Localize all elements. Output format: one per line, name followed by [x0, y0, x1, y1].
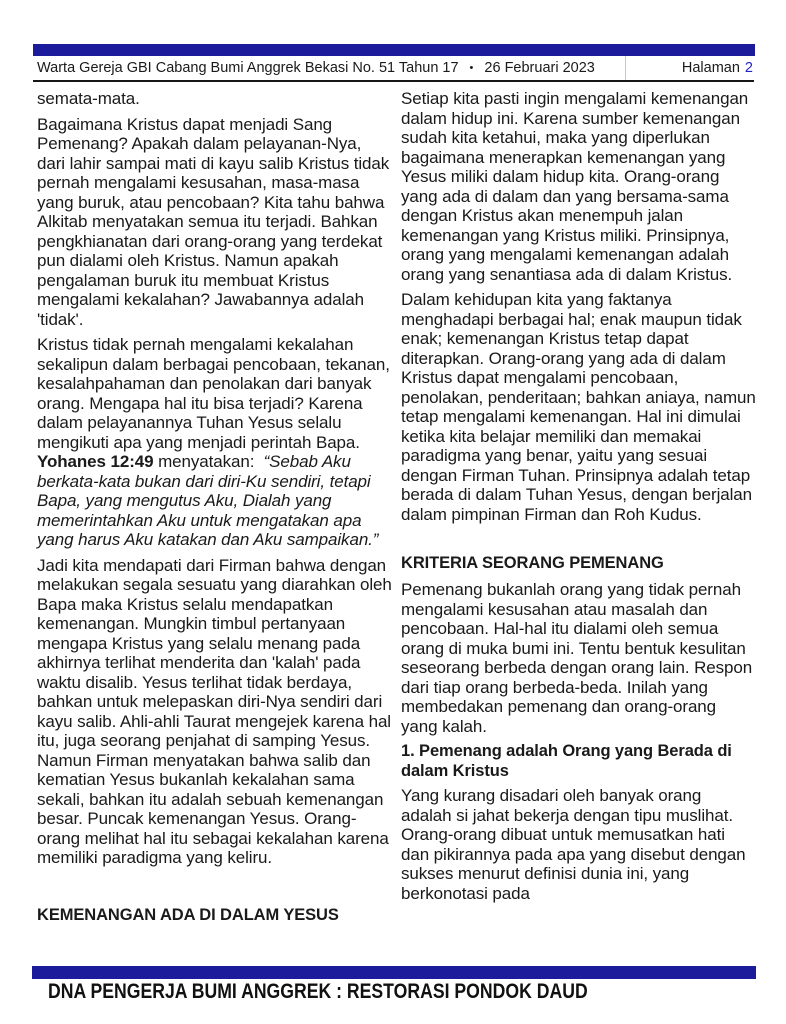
verse-quote: “Sebab Aku berkata-kata bukan dari diri-Ku sendiri, tetapi Bapa, yang mengutus Aku, Dialah yang memerintahkan Aku untuk mengatakan apa yang harus Aku katakan dan Aku sampaikan.” [37, 452, 379, 549]
left-column [37, 89, 392, 925]
sub-heading-point-1: 1. Pemenang adalah Orang yang Berada di dalam Kristus [401, 742, 732, 780]
page-label: Halaman [681, 60, 740, 76]
section-heading-kriteria: KRITERIA SEORANG PEMENANG [401, 554, 664, 572]
paragraph: Jadi kita mendapati dari Firman bahwa dengan melakukan segala sesuatu yang diarahkan oleh Bapa maka Kristus selalu mendapatkan kemenangan. Mungkin timbul pertanyaan mengapa Kristus yang selalu menang pada akhirnya terlihat menderita dan 'kalah' pada waktu disalib. Yesus terlihat tidak berdaya, bahkan untuk melepaskan diri-Nya sendiri dari kayu salib. Ahli-ahli Taurat mengejek karena hal itu, juga seorang penjahat di samping Yesus. Namun Firman menyatakan bahwa salib dan kematian Yesus bukanlah kekalahan sama sekali, bahkan itu adalah sebuah kemenangan besar. Puncak kemenangan Yesus. Orang-orang melihat hal itu sebagai kekalahan karena memiliki paradigma yang keliru. [37, 555, 392, 867]
article-body [37, 89, 756, 925]
header [33, 56, 755, 80]
paragraph: Yang kurang disadari oleh banyak orang adalah si jahat bekerja dengan tipu muslihat. Orang-orang dibuat untuk memusatkan hati dan pikirannya pada apa yang disebut dengan sukses menurut definisi dunia ini, yang berkonotasi pada [401, 786, 746, 903]
paragraph: Setiap kita pasti ingin mengalami kemenangan dalam hidup ini. Karena sumber kemenangan sudah kita ketahui, maka yang diperlukan bagaimana menerapkan kemenangan yang Yesus miliki dalam hidup kita. Orang-orang yang ada di dalam dan yang bersama-sama dengan Kristus akan menempuh jalan kemenangan yang Kristus miliki. Prinsipnya, orang yang mengalami kemenangan adalah orang yang senantiasa ada di dalam Kristus. [401, 89, 749, 284]
paragraph: Bagaimana Kristus dapat menjadi Sang Pemenang? Apakah dalam pelayanan-Nya, dari lahir sampai mati di kayu salib Kristus tidak pernah mengalami kesusahan, masa-masa yang buruk, atau pencobaan? Kita tahu bahwa Alkitab menyatakan semua itu terjadi. Bahkan pengkhianatan dari orang-orang yang terdekat pun dialami oleh Kristus. Namun apakah pengalaman buruk itu membuat Kristus mengalami kekalahan? Jawabannya adalah 'tidak'. [37, 114, 390, 329]
header-divider [33, 80, 754, 82]
bulletin-title: Warta Gereja GBI Cabang Bumi Anggrek Bekasi No. 51 Tahun 17 [37, 60, 459, 76]
paragraph-text: menyatakan: [153, 452, 264, 471]
footer-accent-bar [32, 966, 756, 979]
paragraph: Dalam kehidupan kita yang faktanya menghadapi berbagai hal; enak maupun tidak enak; kemenangan Kristus tetap dapat diterapkan. Orang-orang yang ada di dalam Kristus dapat mengalami pencobaan, penolakan, penderitaan; bahkan aniaya, namun tetap mengalami kemenangan. Hal ini dimulai ketika kita belajar memiliki dan memakai paradigma yang benar, yaitu yang sesuai dengan Firman Tuhan. Prinsipnya adalah tetap berada di dalam Tuhan Yesus, dengan berjalan dalam pimpinan Firman dan Roh Kudus. [401, 290, 756, 524]
issue-date: 26 Februari 2023 [484, 60, 595, 76]
verse-reference: Yohanes 12:49 [37, 452, 154, 471]
paragraph: Pemenang bukanlah orang yang tidak pernah mengalami kesusahan atau masalah dan pencobaan. Hal-hal itu dialami oleh semua orang di muka bumi ini. Tentu bentuk kesulitan seseorang berbeda dengan orang lain. Respon dari tiap orang berbeda-beda. Inilah yang membedakan pemenang dan orang-orang yang kalah. [401, 580, 753, 736]
footer-slogan: DNA PENGERJA BUMI ANGGREK : RESTORASI PONDOK DAUD [48, 980, 588, 1003]
bullet-separator-icon: • [469, 62, 474, 74]
header-accent-bar [33, 44, 755, 56]
section-heading-kemenangan: KEMENANGAN ADA DI DALAM YESUS [37, 905, 339, 924]
right-column [401, 89, 756, 925]
paragraph-with-verse [37, 335, 392, 550]
page-indicator [625, 56, 755, 80]
paragraph-text: Kristus tidak pernah mengalami kekalahan sekalipun dalam berbagai pencobaan, tekanan, kesalahpahaman dan penolakan dari banyak orang. Mengapa hal itu bisa terjadi? Karena dalam pelayanannya Tuhan Yesus selalu mengikuti apa yang menjadi perintah Bapa. [37, 335, 390, 452]
paragraph-continuation: semata-mata. [37, 89, 140, 108]
page-number: 2 [744, 60, 753, 76]
